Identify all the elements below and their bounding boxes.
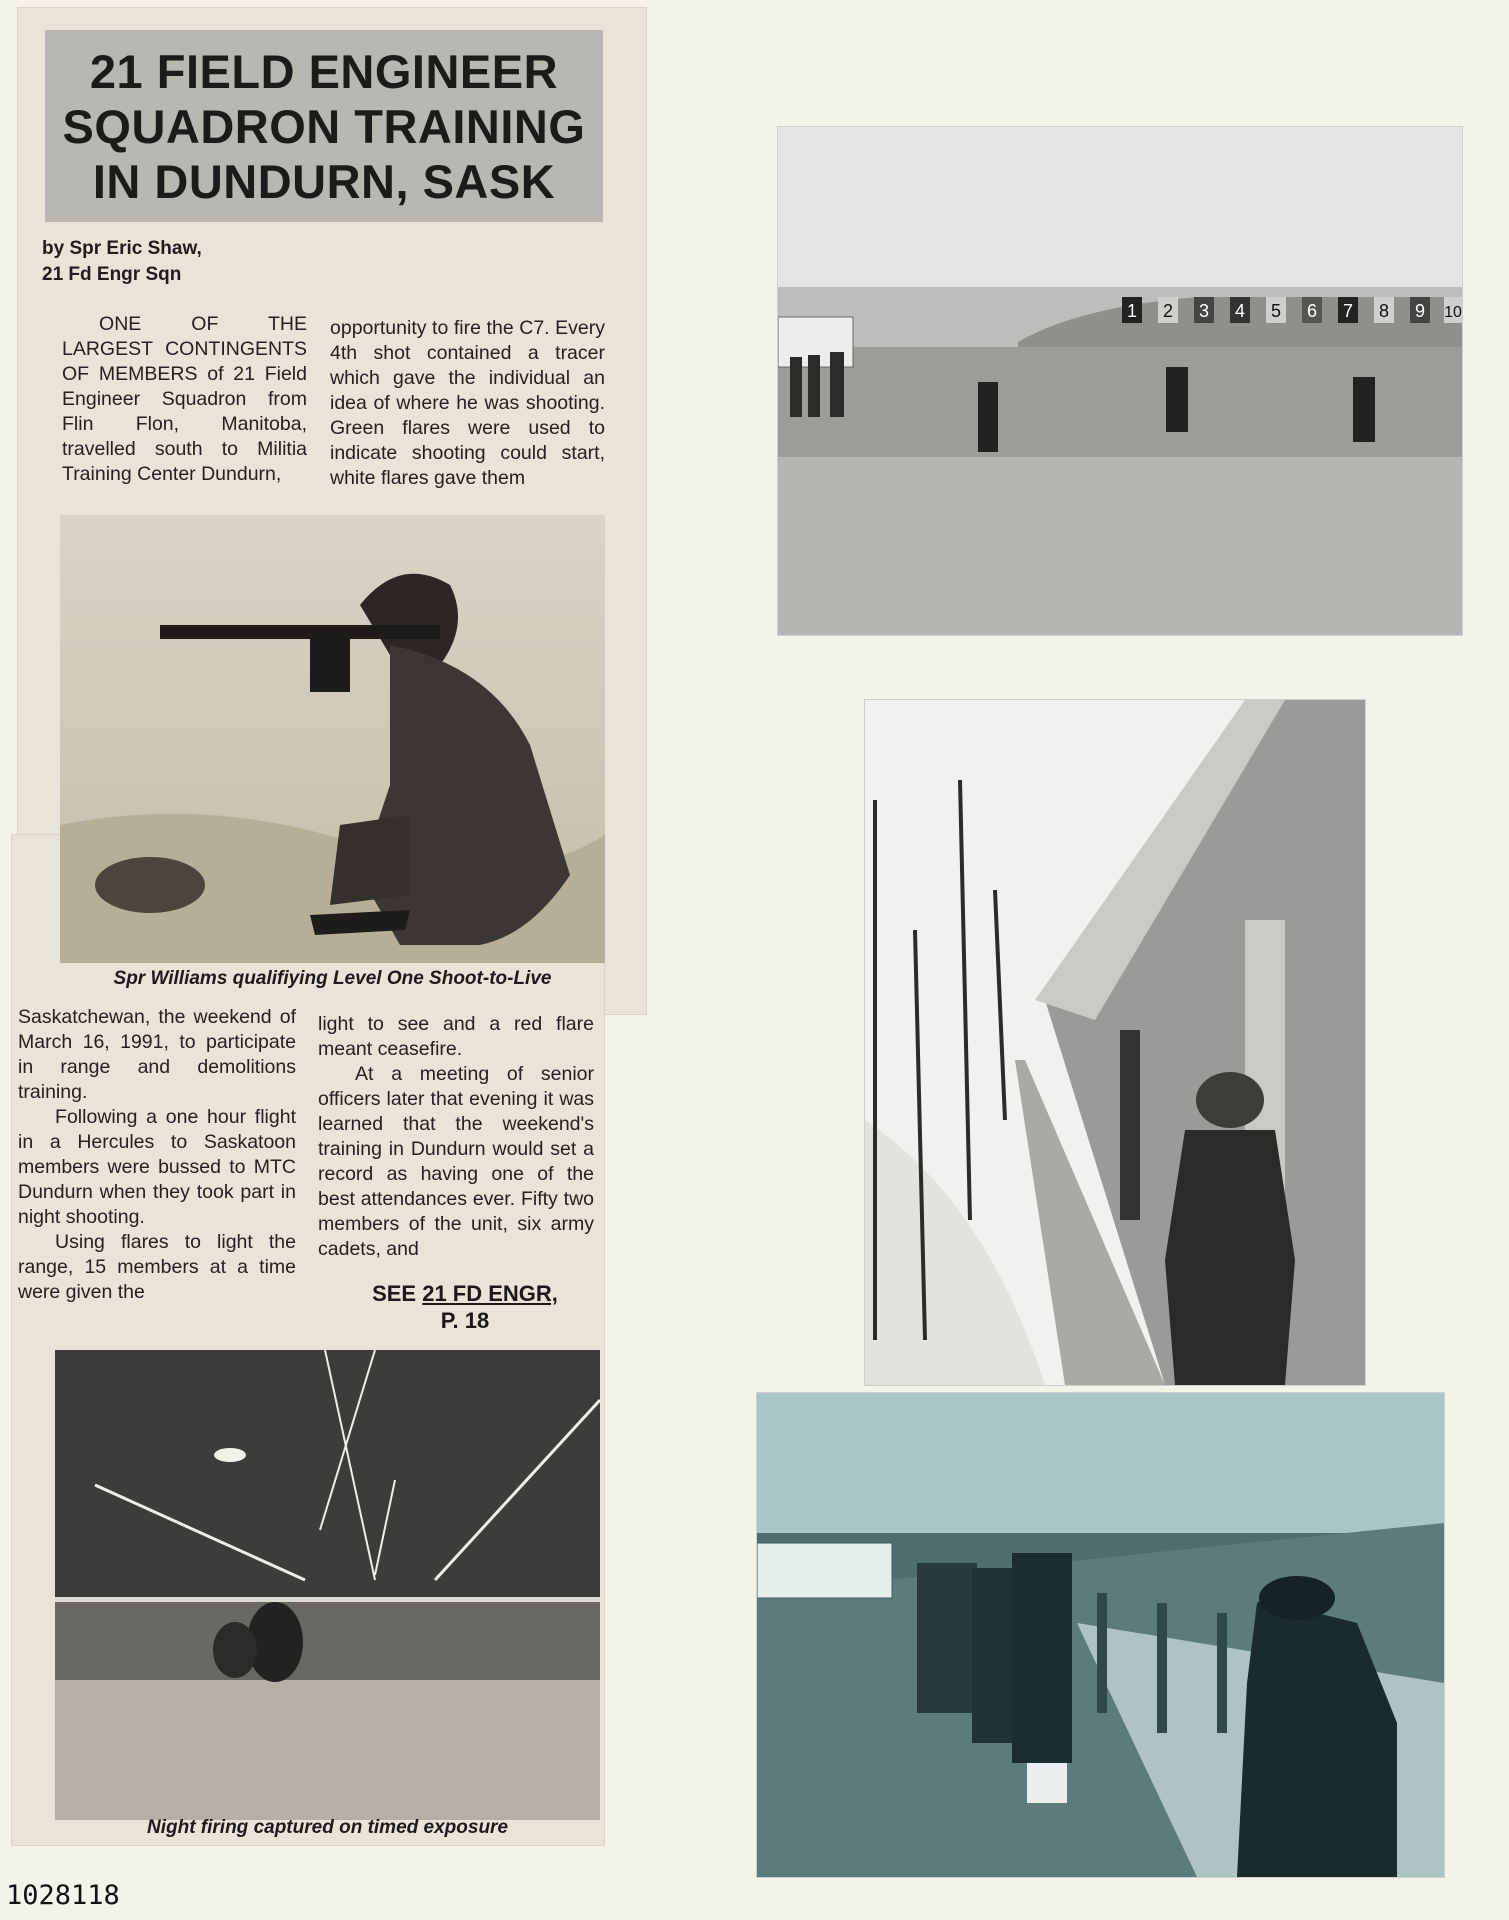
photo1-caption: Spr Williams qualifiying Level One Shoot-to-Live xyxy=(113,968,552,989)
see-page: P. 18 xyxy=(440,1308,490,1333)
target-5: 5 xyxy=(1270,301,1282,321)
article-col2-top xyxy=(330,316,605,491)
see-prefix: SEE xyxy=(372,1281,417,1306)
headline-box xyxy=(45,30,603,222)
byline-author: by Spr Eric Shaw, xyxy=(42,238,202,259)
paragraph: opportunity to fire the C7. Every 4th shot contained a tracer which gave the individual an idea of where he was shooting. Green flares were used to indicate shooting could start, white flares gave them xyxy=(330,317,605,489)
target-3: 3 xyxy=(1198,301,1210,321)
article-col1-top xyxy=(62,312,307,487)
night-firing-photo xyxy=(55,1350,600,1820)
target-1: 1 xyxy=(1126,301,1138,321)
target-10: 10 xyxy=(1444,304,1462,321)
firing-line-photo xyxy=(757,1393,1444,1877)
paragraph: ONE OF THE LARGEST CONTINGENTS OF MEMBERS of 21 Field Engineer Squadron from Flin Flon, Manitoba, travelled south to Militia Training Center Dundurn, xyxy=(62,313,307,485)
photo2-caption: Night firing captured on timed exposure xyxy=(146,1817,509,1838)
target-4: 4 xyxy=(1234,301,1246,321)
target-9: 9 xyxy=(1414,301,1426,321)
target-8: 8 xyxy=(1378,301,1390,321)
headline: 21 FIELD ENGINEER SQUADRON TRAINING IN DUNDURN, SASK xyxy=(62,44,586,208)
paragraph: Saskatchewan, the weekend of March 16, 1991, to participate in range and demolitions training. xyxy=(18,1006,296,1103)
article-col1-bottom xyxy=(18,1005,296,1305)
see-link: 21 FD ENGR, xyxy=(422,1281,558,1306)
paragraph: At a meeting of senior officers later that evening it was learned that the weekend's training in Dundurn would set a record as having one of the best attendances ever. Fifty two members of the unit, six army cadets, and xyxy=(318,1063,594,1260)
page-reference-number: 1028118 xyxy=(6,1880,120,1911)
byline xyxy=(42,236,202,288)
paragraph: Following a one hour flight in a Hercules to Saskatoon members were bussed to MTC Dundurn when they took part in night shooting. xyxy=(18,1106,296,1228)
target-7: 7 xyxy=(1342,301,1354,321)
target-2: 2 xyxy=(1162,301,1174,321)
byline-unit: 21 Fd Engr Sqn xyxy=(42,264,182,285)
range-photo xyxy=(778,127,1462,635)
continued-reference xyxy=(340,1280,590,1334)
article-col2-bottom xyxy=(318,1012,594,1262)
bunker-line-photo xyxy=(865,700,1365,1385)
soldier-firing-photo xyxy=(60,515,605,963)
target-6: 6 xyxy=(1306,301,1318,321)
paragraph: light to see and a red flare meant ceasefire. xyxy=(318,1013,594,1060)
paragraph: Using flares to light the range, 15 members at a time were given the xyxy=(18,1231,296,1303)
